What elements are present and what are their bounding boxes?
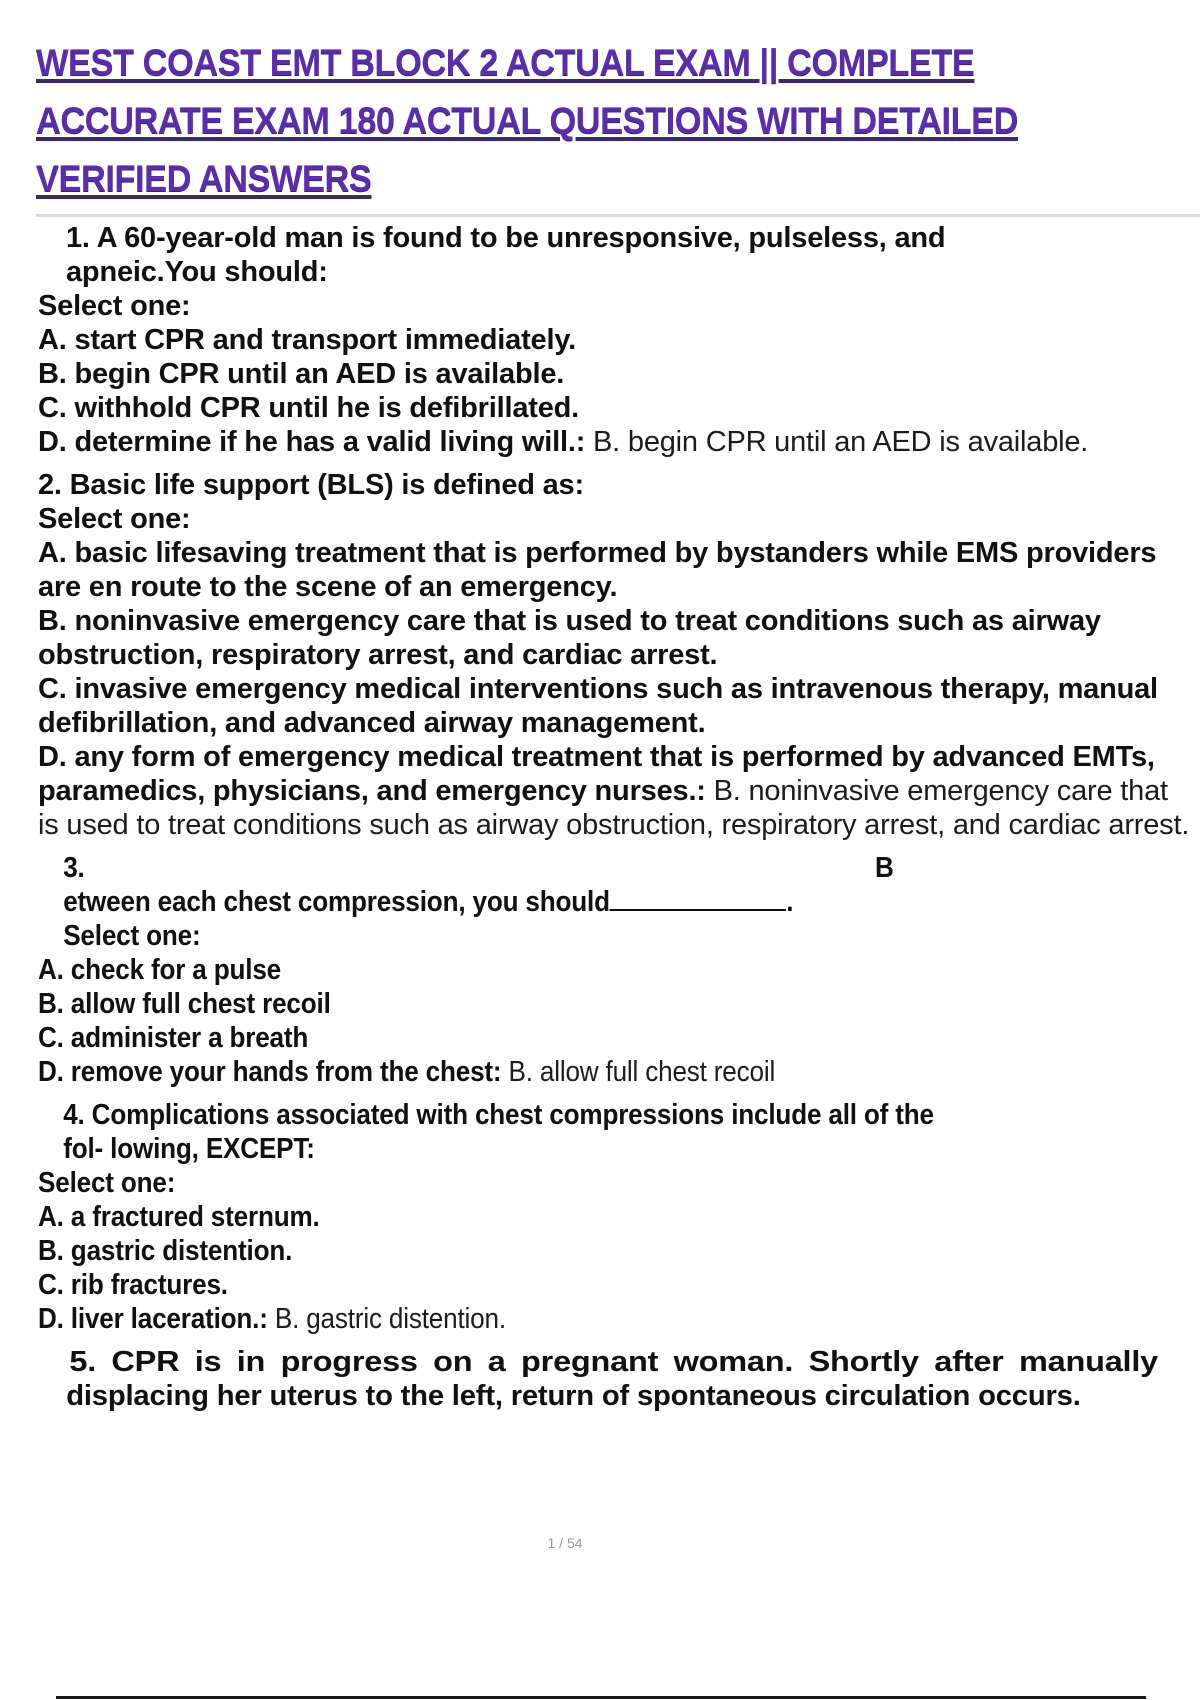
question-5 bbox=[38, 1345, 1158, 1413]
option-c: C. invasive emergency medical interventions such as intravenous therapy, manual defibrillation, and advanced airway management. bbox=[38, 673, 1158, 739]
option-d-text: D. any form of emergency medical treatment that is performed by advanced EMTs, paramedics, physicians, and emergency nurses.: bbox=[38, 741, 1155, 807]
option-d-text: D. liver laceration.: bbox=[38, 1303, 268, 1335]
question-stem: 5. CPR is in progress on a pregnant woman. Shortly after manually bbox=[69, 1346, 1159, 1378]
option-d bbox=[38, 1302, 1195, 1336]
question-stem bbox=[38, 885, 1195, 919]
question-stem-text: etween each chest compression, you should bbox=[63, 886, 610, 918]
question-2 bbox=[38, 468, 1196, 842]
stem-end: . bbox=[786, 886, 794, 918]
option-a: A. basic lifesaving treatment that is performed by bystanders while EMS providers are en route to the scene of an emergency. bbox=[38, 537, 1157, 603]
question-stem: 2. Basic life support (BLS) is defined as: bbox=[38, 469, 584, 501]
question-stem: 1. A 60-year-old man is found to be unresponsive, pulseless, and bbox=[66, 222, 946, 254]
option-b: B. begin CPR until an AED is available. bbox=[38, 358, 565, 390]
question-stem: apneic.You should: bbox=[66, 256, 328, 288]
question-stem: displacing her uterus to the left, return of spontaneous circulation occurs. bbox=[66, 1380, 1081, 1412]
page-indicator: 1 / 54 bbox=[547, 1535, 583, 1551]
answer-text: B. allow full chest recoil bbox=[501, 1056, 776, 1088]
option-b: B. allow full chest recoil bbox=[38, 988, 331, 1020]
question-3 bbox=[38, 851, 1195, 1089]
question-number-row bbox=[38, 851, 1195, 885]
question-1 bbox=[38, 221, 1196, 459]
option-d bbox=[38, 740, 1196, 842]
question-4 bbox=[38, 1098, 1195, 1336]
option-d-text: D. remove your hands from the chest: bbox=[38, 1056, 502, 1088]
option-c: C. administer a breath bbox=[38, 1022, 309, 1054]
title-line-1: WEST COAST EMT BLOCK 2 ACTUAL EXAM || COMPLETE bbox=[36, 42, 975, 83]
option-d-text: D. determine if he has a valid living will.: bbox=[38, 426, 586, 458]
stray-letter: B bbox=[875, 852, 894, 884]
fill-in-blank bbox=[610, 885, 786, 911]
option-c: C. rib fractures. bbox=[38, 1269, 228, 1301]
option-b: B. gastric distention. bbox=[38, 1235, 293, 1267]
option-a: A. check for a pulse bbox=[38, 954, 281, 986]
select-label: Select one: bbox=[63, 920, 201, 952]
answer-text: B. noninvasive emergency care that is used to treat conditions such as airway obstruction, respiratory arrest, and cardiac arrest. bbox=[38, 775, 1190, 841]
question-list bbox=[38, 221, 1196, 1413]
title-line-2: ACCURATE EXAM 180 ACTUAL QUESTIONS WITH DETAILED bbox=[36, 100, 1018, 141]
option-a: A. a fractured sternum. bbox=[38, 1201, 320, 1233]
option-d bbox=[38, 425, 1196, 459]
question-stem: fol- lowing, EXCEPT: bbox=[63, 1133, 315, 1165]
document-title bbox=[36, 34, 1166, 208]
option-c: C. withhold CPR until he is defibrillated. bbox=[38, 392, 579, 424]
select-label: Select one: bbox=[38, 1167, 176, 1199]
title-line-3: VERIFIED ANSWERS bbox=[36, 158, 372, 199]
option-b: B. noninvasive emergency care that is used to treat conditions such as airway obstruction, respiratory arrest, and cardiac arrest. bbox=[38, 605, 1101, 671]
title-divider bbox=[36, 214, 1200, 217]
option-d bbox=[38, 1055, 1195, 1089]
select-label: Select one: bbox=[38, 290, 191, 322]
option-a: A. start CPR and transport immediately. bbox=[38, 324, 576, 356]
select-label: Select one: bbox=[38, 503, 191, 535]
question-stem: 4. Complications associated with chest compressions include all of the bbox=[63, 1099, 934, 1131]
question-number: 3. bbox=[63, 852, 85, 884]
page-bottom-rule bbox=[56, 1696, 1146, 1699]
answer-text: B. begin CPR until an AED is available. bbox=[585, 426, 1089, 458]
answer-text: B. gastric distention. bbox=[267, 1303, 506, 1335]
